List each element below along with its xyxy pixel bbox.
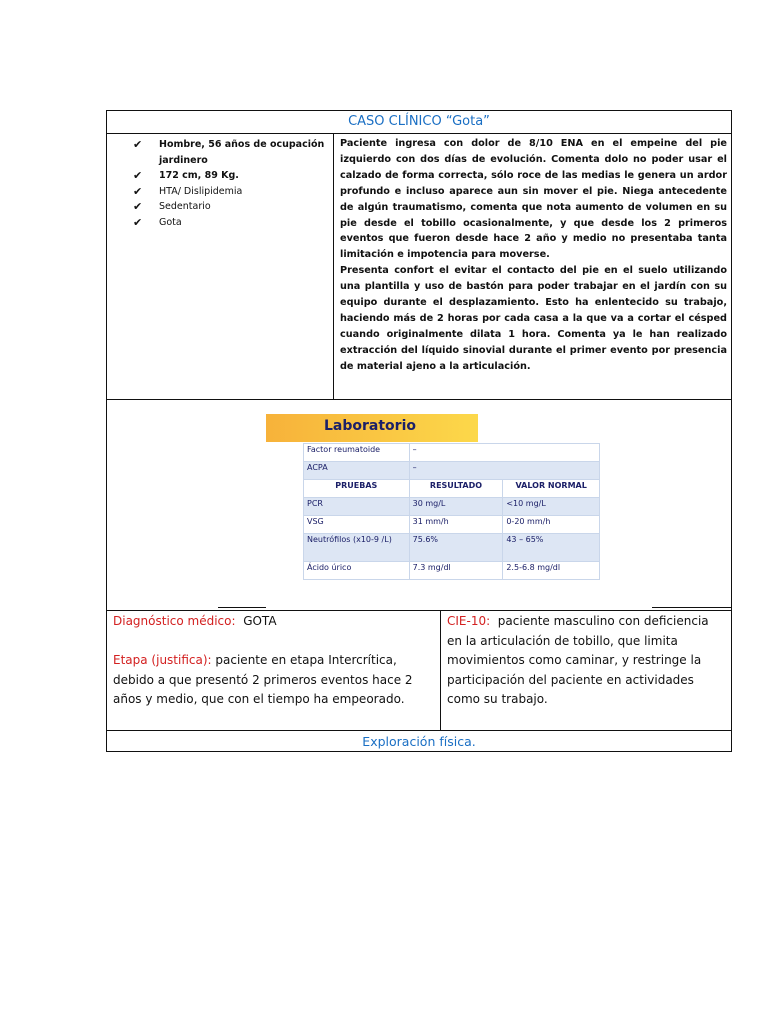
check-icon: ✔ bbox=[133, 138, 143, 151]
lab-cell: Factor reumatoide bbox=[304, 444, 410, 462]
case-paragraph-2: Presenta confort el evitar el contacto del pie en el suelo utilizando una plantilla y uso de bastón para poder trabajar en el jardín con su equipo durante el desplazamiento. Esto ha enlentecido su trabajo, haciendo más de 2 horas por cada casa a la que va a cortar el césped cuando originalmente dilata 1 hora. Comenta ya le han realizado extracción del líquido sinovial durante el primer evento por presencia de material ajeno a la articulación. bbox=[340, 265, 727, 372]
table-row bbox=[304, 534, 600, 562]
lab-cell: 2.5-6.8 mg/dl bbox=[503, 562, 600, 580]
patient-item: ✔ Gota bbox=[133, 215, 182, 229]
lab-cell: 75.6% bbox=[409, 534, 503, 562]
diagnosis-line bbox=[113, 612, 434, 632]
lab-cell: 0-20 mm/h bbox=[503, 516, 600, 534]
case-paragraph-1: Paciente ingresa con dolor de 8/10 ENA en el empeine del pie izquierdo con dos días de evolución. Comenta dolo no poder usar el calzado de forma correcta, sólo roce de las medias le genera un ardor profundo e incluso aparece aun sin mover el pie. Niega antecedente de algún traumatismo, comenta que nota aumento de volumen en su pie desde el tobillo ocasionalmente, y que desde los 2 primeros eventos que fueron desde hace 2 año y medio no presentaba tanta limitación e impotencia para moverse. bbox=[340, 138, 727, 261]
patient-list bbox=[133, 137, 333, 230]
diagnosis-value: GOTA bbox=[243, 614, 277, 628]
table-row bbox=[304, 562, 600, 580]
divider-line bbox=[218, 607, 266, 608]
lab-cell: PCR bbox=[304, 498, 410, 516]
check-icon: ✔ bbox=[133, 169, 143, 182]
patient-item: ✔ HTA/ Dislipidemia bbox=[133, 184, 243, 198]
lab-cell: VSG bbox=[304, 516, 410, 534]
diagnosis-label: Diagnóstico médico: bbox=[113, 614, 236, 628]
table-header-row bbox=[304, 480, 600, 498]
lab-cell: <10 mg/L bbox=[503, 498, 600, 516]
lab-cell: 30 mg/L bbox=[409, 498, 503, 516]
diagnosis-section bbox=[107, 611, 731, 731]
divider-line bbox=[652, 607, 732, 608]
lab-cell: 31 mm/h bbox=[409, 516, 503, 534]
check-icon: ✔ bbox=[133, 184, 143, 198]
patient-summary bbox=[107, 134, 334, 399]
table-row bbox=[304, 444, 600, 462]
lab-cell: 7.3 mg/dl bbox=[409, 562, 503, 580]
patient-item: ✔ Sedentario bbox=[133, 200, 211, 213]
diagnosis-cell bbox=[107, 611, 441, 730]
lab-cell: 43 – 65% bbox=[503, 534, 600, 562]
lab-banner bbox=[266, 414, 478, 442]
lab-banner-title: Laboratorio bbox=[324, 418, 416, 434]
table-row bbox=[304, 462, 600, 480]
exploration-title: Exploración física. bbox=[362, 734, 476, 749]
column-header: RESULTADO bbox=[409, 480, 503, 498]
lab-cell: Ácido úrico bbox=[304, 562, 410, 580]
table-row bbox=[304, 498, 600, 516]
cie10-cell bbox=[441, 611, 731, 730]
stage-text: Etapa (justifica): paciente en etapa Intercrítica, debido a que presentó 2 primeros eventos hace 2 años y medio, que con el tiempo ha empeorado. bbox=[113, 653, 413, 706]
lab-cell: – bbox=[409, 462, 599, 480]
cie10-text: paciente masculino con deficiencia en la articulación de tobillo, que limita movimientos como caminar, y restringe la participación del paciente en actividades como su trabajo. bbox=[447, 614, 709, 706]
table-row bbox=[304, 516, 600, 534]
check-icon: ✔ bbox=[133, 200, 143, 213]
patient-item: ✔ Hombre, 56 años de ocupación jardinero bbox=[133, 138, 325, 166]
check-icon: ✔ bbox=[133, 215, 143, 229]
lab-cell: ACPA bbox=[304, 462, 410, 480]
case-description bbox=[334, 134, 731, 399]
stage-label: Etapa (justifica): bbox=[113, 653, 212, 667]
lab-table bbox=[303, 443, 600, 580]
patient-item: ✔ 172 cm, 89 Kg. bbox=[133, 169, 239, 182]
case-section bbox=[107, 134, 731, 400]
case-title: CASO CLÍNICO “Gota” bbox=[107, 111, 731, 134]
lab-cell: Neutrófilos (x10-9 /L) bbox=[304, 534, 410, 562]
cie10-label: CIE-10: bbox=[447, 614, 491, 628]
column-header: VALOR NORMAL bbox=[503, 480, 600, 498]
column-header: PRUEBAS bbox=[304, 480, 410, 498]
lab-cell: – bbox=[409, 444, 599, 462]
